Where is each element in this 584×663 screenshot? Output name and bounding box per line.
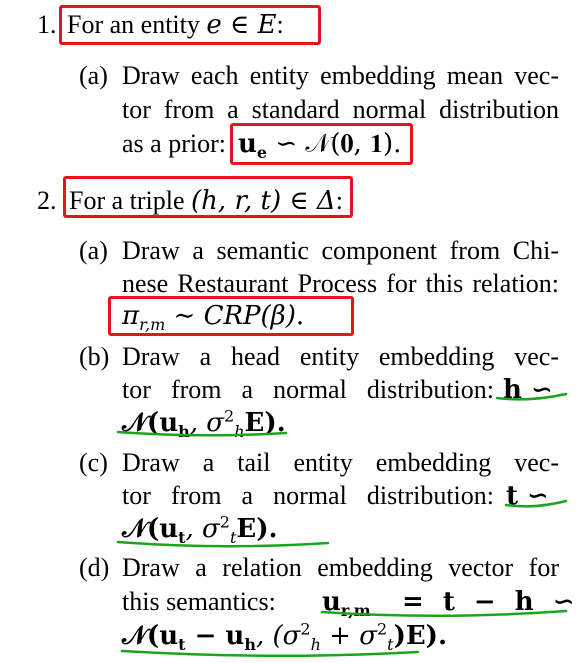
item-2d-line-1: Draw a relation embedding vector for bbox=[122, 553, 559, 582]
head-mean: 𝒩(u bbox=[122, 408, 179, 438]
head-variance: , σ bbox=[189, 408, 225, 438]
relation-mean-subscript-h: h bbox=[244, 635, 256, 655]
item-2a-line-2: nese Restaurant Process for this relation: bbox=[122, 269, 559, 298]
item-1a-period: . bbox=[393, 129, 402, 159]
crp-expression: ∼ CRP(β) bbox=[165, 301, 296, 331]
item-1-colon: : bbox=[276, 10, 284, 39]
item-2b-line-2: tor from a normal distribution: bbox=[122, 375, 494, 404]
item-2a-label: (a) bbox=[79, 236, 108, 265]
item-1-math: e ∈ E bbox=[206, 10, 277, 40]
tail-variance-subscript: t bbox=[229, 528, 237, 548]
relation-mean: 𝒩(u bbox=[122, 621, 179, 651]
head-variance-power: 2 bbox=[224, 406, 235, 426]
item-2b-label: (b) bbox=[79, 342, 110, 371]
item-2d-line-2: this semantics: bbox=[122, 587, 276, 616]
prior-distribution: ∽ 𝒩(𝟎, 𝟏) bbox=[267, 129, 394, 159]
item-1a-prior-formula bbox=[238, 129, 402, 163]
tail-mean-subscript: t bbox=[178, 528, 186, 548]
mean-vector-symbol: u bbox=[238, 129, 257, 159]
item-2c-line-1: Draw a tail entity embedding vec- bbox=[122, 448, 559, 477]
item-2a-crp-formula bbox=[122, 301, 305, 335]
relation-mean-minus: − u bbox=[185, 621, 245, 651]
relation-variance-open: , (σ bbox=[255, 621, 301, 651]
item-2d-relation-distribution bbox=[122, 619, 448, 655]
item-2b-head-symbol: h ∽ bbox=[503, 375, 553, 405]
item-2c-line-2: tor from a normal distribution: bbox=[122, 481, 494, 510]
item-2-heading bbox=[69, 186, 343, 216]
tail-variance: , σ bbox=[185, 514, 220, 544]
tail-variance-power: 2 bbox=[219, 512, 230, 532]
head-variance-subscript: h bbox=[234, 422, 245, 442]
relation-variance-subscript-h: h bbox=[310, 635, 321, 655]
relation-variance-plus: + σ bbox=[320, 621, 377, 651]
relation-vector: u bbox=[322, 587, 341, 617]
item-2b-head-distribution bbox=[122, 406, 286, 442]
item-1a-line-2: tor from a standard normal distribution bbox=[122, 95, 559, 124]
mean-vector-subscript: e bbox=[256, 143, 268, 163]
head-identity: E). bbox=[244, 408, 286, 438]
relation-vector-subscript: r,m bbox=[340, 601, 371, 621]
item-2-colon: : bbox=[335, 186, 343, 215]
item-1-text: For an entity bbox=[67, 10, 207, 39]
relation-mean-subscript-t: t bbox=[178, 635, 186, 655]
item-2-number: 2. bbox=[37, 186, 57, 215]
item-2a-period: . bbox=[295, 301, 305, 331]
head-mean-subscript: h bbox=[178, 422, 190, 442]
item-1-number: 1. bbox=[37, 10, 57, 39]
item-1a-label: (a) bbox=[79, 61, 108, 90]
item-1a-line-3: as a prior: bbox=[122, 129, 226, 158]
pi-subscript: r,m bbox=[139, 315, 166, 335]
item-2d-relation-formula bbox=[322, 587, 371, 621]
relation-identity: )E). bbox=[393, 621, 448, 651]
item-2d-label: (d) bbox=[79, 553, 110, 582]
item-1a-line-1: Draw each entity embedding mean vec- bbox=[122, 61, 559, 90]
item-2-math: (h, r, t) ∈ Δ bbox=[191, 186, 336, 216]
item-1-heading bbox=[67, 10, 284, 40]
item-2-text: For a triple bbox=[69, 186, 192, 215]
item-2c-tail-distribution bbox=[122, 512, 278, 548]
pi-symbol: π bbox=[122, 301, 140, 331]
underline-2d-distribution bbox=[122, 651, 418, 656]
tail-mean: 𝒩(u bbox=[122, 514, 179, 544]
relation-variance-power-h: 2 bbox=[300, 619, 311, 639]
relation-variance-subscript-t: t bbox=[387, 635, 394, 655]
item-2c-tail-symbol: t ∽ bbox=[506, 481, 549, 511]
tail-identity: E). bbox=[236, 514, 278, 544]
item-2b-line-1: Draw a head entity embedding vec- bbox=[122, 342, 559, 371]
item-2c-label: (c) bbox=[79, 448, 108, 477]
item-2d-relation-equation: = t − h ∽ bbox=[402, 587, 575, 617]
item-2a-line-1: Draw a semantic component from Chi- bbox=[122, 236, 559, 265]
relation-variance-power-t: 2 bbox=[376, 619, 388, 639]
